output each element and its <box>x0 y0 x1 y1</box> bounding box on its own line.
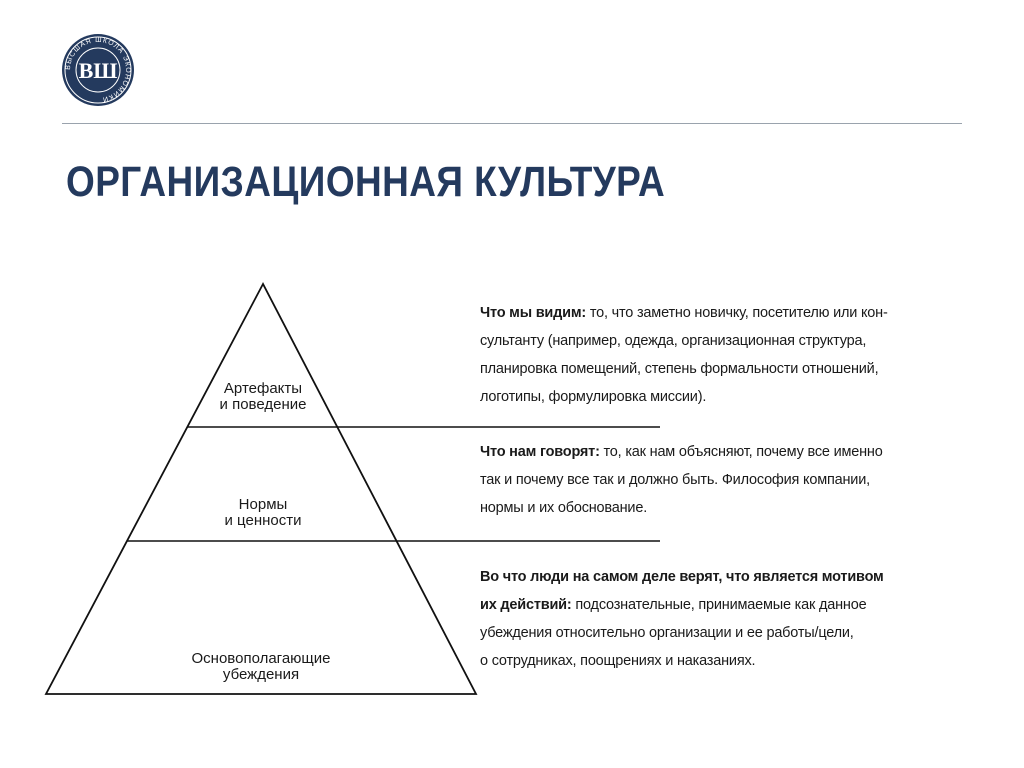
logo-monogram: ВШ <box>78 58 118 83</box>
desc-artifacts-heading: Что мы видим: <box>480 305 587 321</box>
header-divider <box>62 123 962 124</box>
desc-artifacts-line: планировка помещений, степень формальности отношений, <box>480 361 879 377</box>
level-artifacts-line1: Артефакты <box>223 380 303 397</box>
desc-norms-line <box>480 438 980 466</box>
description-artifacts <box>480 299 980 411</box>
level-beliefs-line1: Основополагающие <box>191 650 331 667</box>
desc-beliefs-line: о сотрудниках, поощрениях и наказаниях. <box>480 653 756 669</box>
desc-artifacts-text: то, что заметно новичку, посетителю или кон- <box>586 305 888 321</box>
pyramid-level-artifacts <box>220 381 307 413</box>
desc-norms-heading: Что нам говорят: <box>480 444 600 460</box>
desc-beliefs-heading-1: Во что люди на самом деле верят, что является мотивом <box>480 569 884 585</box>
logo-ring-text: ВЫСШАЯ ШКОЛА ЭКОНОМИКИ <box>64 36 132 103</box>
desc-artifacts-line: логотипы, формулировка миссии). <box>480 389 707 405</box>
desc-beliefs-line <box>480 591 980 619</box>
desc-norms-line: так и почему все так и должно быть. Философия компании, <box>480 472 870 488</box>
desc-artifacts-line <box>480 299 980 327</box>
pyramid-level-norms <box>225 497 302 529</box>
page-title: ОРГАНИЗАЦИОННАЯ КУЛЬТУРА <box>66 158 666 206</box>
desc-beliefs-line: убеждения относительно организации и ее работы/цели, <box>480 625 854 641</box>
desc-beliefs-text: подсознательные, принимаемые как данное <box>571 597 867 613</box>
level-artifacts-line2: и поведение <box>219 396 307 413</box>
level-norms-line1: Нормы <box>238 496 288 513</box>
level-beliefs-line2: убеждения <box>222 666 300 683</box>
pyramid-outline <box>46 284 476 694</box>
level-norms-line2: и ценности <box>224 512 302 529</box>
pyramid-level-beliefs <box>192 651 331 683</box>
desc-norms-line: нормы и их обоснование. <box>480 500 648 516</box>
description-beliefs <box>480 563 980 675</box>
hse-logo-icon <box>60 32 136 108</box>
description-norms <box>480 438 980 522</box>
desc-norms-text: то, как нам объясняют, почему все именно <box>599 444 883 460</box>
desc-beliefs-line <box>480 563 980 591</box>
desc-artifacts-line: сультанту (например, одежда, организационная структура, <box>480 333 867 349</box>
desc-beliefs-heading-2: их действий: <box>480 597 572 613</box>
